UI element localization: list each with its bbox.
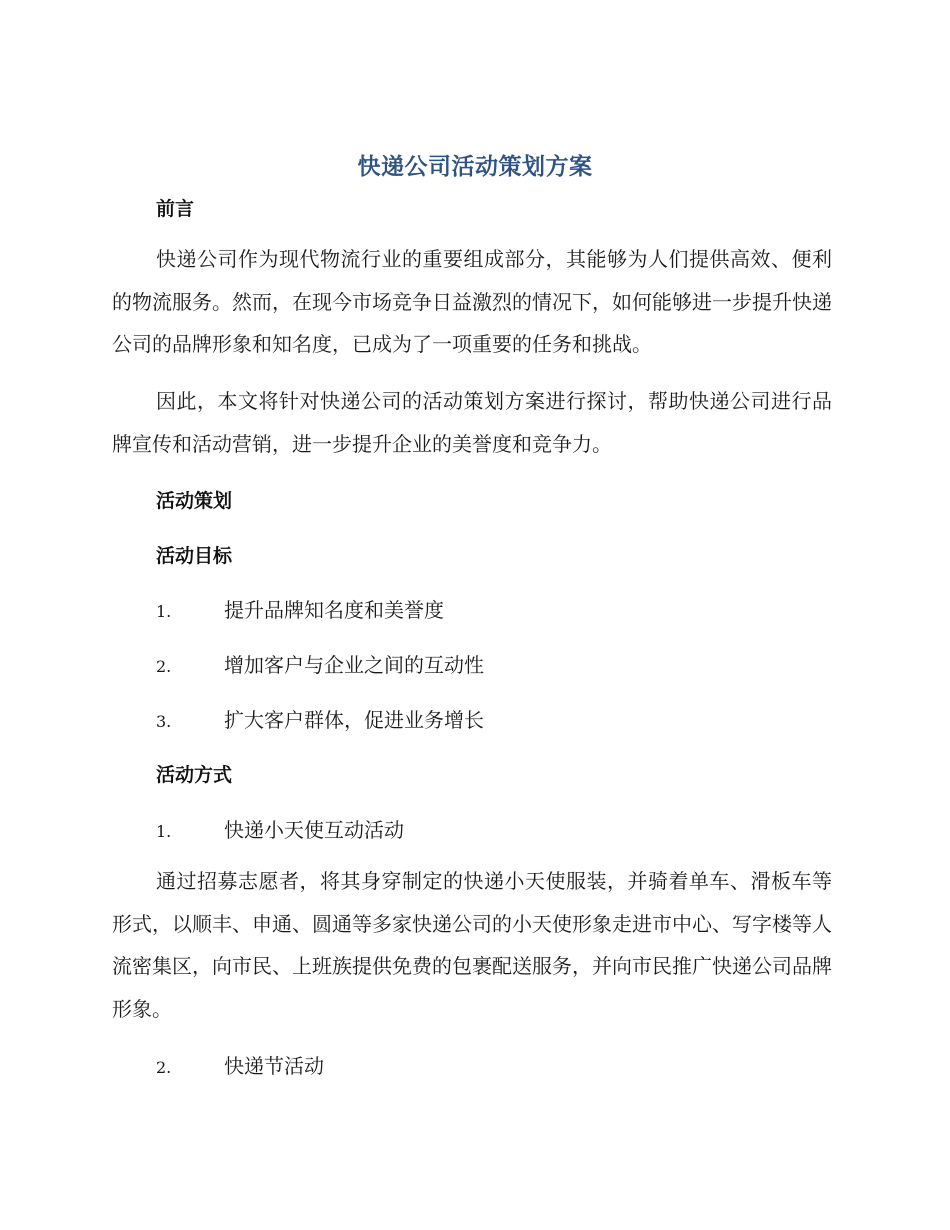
goals-heading: 活动目标	[156, 545, 233, 567]
list-number: 1.	[156, 822, 172, 841]
goal-item-2	[156, 649, 484, 678]
list-number: 2.	[156, 657, 172, 676]
method-item-2	[156, 1050, 324, 1079]
list-text: 快递小天使互动活动	[224, 818, 404, 842]
document-title: 快递公司活动策划方案	[357, 154, 593, 180]
method-item-1	[156, 814, 404, 843]
goal-item-3	[156, 704, 484, 733]
list-text: 增加客户与企业之间的互动性	[224, 653, 484, 677]
list-text: 扩大客户群体，促进业务增长	[224, 708, 484, 732]
preface-paragraph-2: 因此，本文将针对快递公司的活动策划方案进行探讨，帮助快递公司进行品牌宣传和活动营销，进一步提升企业的美誉度和竞争力。	[112, 389, 832, 456]
planning-heading: 活动策划	[156, 490, 233, 512]
list-number: 3.	[156, 712, 172, 731]
list-text: 提升品牌知名度和美誉度	[224, 598, 444, 622]
goal-item-1	[156, 594, 444, 623]
preface-heading: 前言	[156, 198, 195, 220]
list-text: 快递节活动	[224, 1054, 324, 1078]
list-number: 2.	[156, 1058, 172, 1077]
preface-paragraph-1: 快递公司作为现代物流行业的重要组成部分，其能够为人们提供高效、便利的物流服务。然而，在现今市场竞争日益激烈的情况下，如何能够进一步提升快递公司的品牌形象和知名度，已成为了一项重要的任务和挑战。	[112, 247, 832, 356]
list-number: 1.	[156, 602, 172, 621]
methods-heading: 活动方式	[156, 764, 233, 786]
method-1-description: 通过招募志愿者，将其身穿制定的快递小天使服装，并骑着单车、滑板车等形式，以顺丰、申通、圆通等多家快递公司的小天使形象走进市中心、写字楼等人流密集区，向市民、上班族提供免费的包裹配送服务，并向市民推广快递公司品牌形象。	[112, 869, 832, 1021]
